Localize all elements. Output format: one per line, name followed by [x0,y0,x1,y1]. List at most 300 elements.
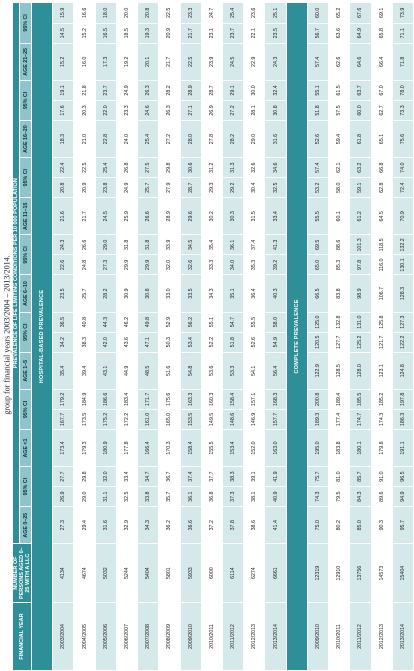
value-cell: 31.6 [265,121,286,158]
value-cell: 67.6 [350,3,371,24]
value-cell: 125.8 [371,312,392,332]
value-cell: 23.7 [222,23,243,43]
value-cell: 175.6 [159,389,180,409]
value-cell: 18.5 [116,23,137,43]
value-cell: 60.0 [307,3,328,24]
value-cell: 179.2 [53,389,74,409]
header-ci: 95% CI [20,467,32,507]
value-cell: 62.1 [329,158,350,178]
value-cell: 95.7 [392,507,413,544]
value-cell: 64.6 [350,43,371,80]
value-cell: 35.1 [222,275,243,312]
value-cell: 27.2 [222,100,243,120]
value-cell: 32.0 [95,467,116,487]
value-cell: 29.9 [138,255,159,275]
value-cell: 128.0 [350,352,371,389]
value-cell: 29.0 [95,235,116,255]
value-cell: 146.9 [244,409,265,429]
value-cell: 148.6 [222,409,243,429]
value-cell: 60.0 [350,100,371,120]
value-cell: 35.3 [244,255,265,275]
value-cell: 32.9 [116,507,137,544]
table-row [244,3,265,671]
value-cell: 29.8 [74,467,95,487]
year-cell: 2012/2013 [244,603,265,671]
value-cell: 78.0 [392,80,413,100]
value-cell: 26.6 [74,235,95,255]
value-cell: 24.3 [53,235,74,255]
value-cell: 29.6 [180,198,201,235]
value-cell: 85.0 [350,507,371,544]
value-cell: 24.6 [138,100,159,120]
value-cell: 24.7 [201,3,222,24]
value-cell: 16.5 [95,23,116,43]
value-cell: 26.3 [159,100,180,120]
value-cell: 106.7 [371,275,392,312]
value-cell: 62.6 [329,43,350,80]
value-cell: 4134 [53,544,74,603]
value-cell: 174.7 [350,409,371,429]
value-cell: 59.1 [350,178,371,198]
value-cell: 17.3 [95,43,116,80]
value-cell: 62.7 [371,100,392,120]
value-cell: 88.6 [329,235,350,255]
value-cell: 54.7 [222,312,243,332]
value-cell: 34.7 [138,467,159,487]
value-cell: 66.8 [371,158,392,178]
value-cell: 26.8 [116,158,137,178]
value-cell: 15.9 [53,3,74,24]
year-cell: 2011/2012 [350,603,371,671]
value-cell: 65.8 [371,23,392,43]
value-cell: 38.3 [222,467,243,487]
value-cell: 57.5 [329,100,350,120]
value-cell: 20.8 [138,3,159,24]
value-cell: 74.3 [307,487,328,507]
value-cell: 34.6 [265,158,286,178]
value-cell: 15.2 [53,43,74,80]
value-cell: 183.4 [116,389,137,409]
value-cell: 39.1 [244,467,265,487]
value-cell: 27.2 [159,121,180,158]
value-cell: 4674 [74,544,95,603]
value-cell: 19.2 [116,43,137,80]
value-cell: 124.8 [392,352,413,389]
value-cell: 69.1 [371,3,392,24]
table-row [265,3,286,671]
value-cell: 22.5 [74,158,95,178]
year-cell: 2013/2014 [392,603,413,671]
value-cell: 23.3 [116,100,137,120]
prevalence-table [12,2,414,671]
value-cell: 5933 [180,544,201,603]
value-cell: 168.3 [265,389,286,409]
table-row [159,3,180,671]
value-cell: 27.9 [159,178,180,198]
value-cell: 174.3 [371,409,392,429]
table-row [180,3,201,671]
value-cell: 6000 [201,544,222,603]
value-cell: 23.5 [53,275,74,312]
value-cell: 53.6 [201,352,222,389]
value-cell: 33.0 [159,275,180,312]
value-cell: 26.9 [53,487,74,507]
value-cell: 27.7 [53,467,74,487]
value-cell: 65.0 [307,255,328,275]
value-cell: 171.7 [138,389,159,409]
value-cell: 120.5 [307,332,328,352]
value-cell: 25.7 [138,178,159,198]
year-cell: 2010/2011 [329,603,350,671]
value-cell: 30.8 [265,100,286,120]
value-cell: 160.3 [201,389,222,409]
value-cell: 23.1 [201,23,222,43]
value-cell: 28.1 [244,100,265,120]
value-cell: 15.2 [74,23,95,43]
value-cell: 20.9 [159,23,180,43]
value-cell: 85.3 [329,255,350,275]
header-ci: 95% CI [20,235,32,275]
section-title: COMPLETE PREVALENCE [286,3,307,671]
value-cell: 15404 [392,544,413,603]
table-row [222,3,243,671]
value-cell: 66.5 [307,275,328,312]
year-cell: 2009/2010 [307,603,328,671]
value-cell: 122.2 [392,332,413,352]
value-cell: 41.9 [265,467,286,487]
value-cell: 59.4 [329,121,350,158]
value-cell: 31.8 [116,235,137,255]
value-cell: 14.5 [53,23,74,43]
value-cell: 36.5 [53,312,74,332]
value-cell: 28.2 [159,80,180,100]
value-cell: 24.9 [116,80,137,100]
value-cell: 74.0 [392,158,413,178]
value-cell: 53.4 [180,332,201,352]
value-cell: 44.9 [116,352,137,389]
value-cell: 24.5 [95,198,116,235]
value-cell: 177.8 [116,429,137,466]
value-cell: 64.5 [371,198,392,235]
value-cell: 31.3 [222,158,243,178]
header-financial-year: FINANCIAL YEAR [13,603,32,671]
value-cell: 28.2 [95,275,116,312]
value-cell: 58.0 [265,312,286,332]
value-cell: 44.3 [95,312,116,332]
value-cell: 57.4 [307,158,328,178]
value-cell: 23.7 [95,80,116,100]
year-cell: 2008/2009 [159,603,180,671]
value-cell: 166.4 [138,429,159,466]
value-cell: 63.2 [350,158,371,178]
value-cell: 22.0 [95,100,116,120]
header-age-group: AGE 6–10 [20,275,32,312]
prevalence-table-rotated [12,2,406,671]
value-cell: 130.1 [392,255,413,275]
value-cell: 56.4 [265,352,286,389]
value-cell: 189.4 [329,389,350,409]
value-cell: 25.4 [138,121,159,158]
value-cell: 125.2 [350,332,371,352]
value-cell: 18.0 [95,3,116,24]
value-cell: 27.3 [53,507,74,544]
value-cell: 36.7 [159,467,180,487]
value-cell: 24.3 [265,43,286,80]
value-cell: 123.1 [371,352,392,389]
value-cell: 73.3 [392,100,413,120]
value-cell: 28.7 [201,80,222,100]
value-cell: 131.0 [350,312,371,332]
value-cell: 16.0 [74,43,95,80]
header-age-group: AGE <1 [20,429,32,466]
value-cell: 35.4 [53,352,74,389]
value-cell: 61.2 [350,198,371,235]
table-caption-text: group for financial years 2003/2004 – 2013/2014. [2,254,12,415]
value-cell: 30.3 [222,198,243,235]
value-cell: 54.9 [265,332,286,352]
header-age-group: AGE 21–25 [20,43,32,80]
value-cell: 13756 [350,544,371,603]
value-cell: 22.5 [159,3,180,24]
value-cell: 37.7 [201,467,222,487]
value-cell: 63.6 [329,23,350,43]
value-cell: 31.5 [244,198,265,235]
value-cell: 51.6 [159,352,180,389]
value-cell: 37.2 [201,507,222,544]
value-cell: 122.9 [307,352,328,389]
value-cell: 32.5 [265,178,286,198]
value-cell: 52.9 [159,312,180,332]
value-cell: 29.0 [74,487,95,507]
value-cell: 55.1 [201,312,222,332]
value-cell: 5032 [95,544,116,603]
value-cell: 94.9 [392,487,413,507]
value-cell: 132.2 [392,235,413,255]
value-cell: 167.7 [53,409,74,429]
value-cell: 23.3 [180,3,201,24]
year-cell: 2011/2012 [222,603,243,671]
value-cell: 60.1 [329,198,350,235]
value-cell: 23.6 [244,3,265,24]
value-cell: 39.2 [265,255,286,275]
value-cell: 54.1 [244,352,265,389]
value-cell: 20.8 [53,178,74,198]
value-cell: 197.8 [392,389,413,409]
value-cell: 170.3 [159,429,180,466]
table-row [74,3,95,671]
value-cell: 23.8 [95,178,116,198]
value-cell: 61.5 [329,80,350,100]
value-cell: 20.3 [74,100,95,120]
value-cell: 127.3 [392,312,413,332]
value-cell: 58.0 [329,178,350,198]
value-cell: 65.1 [371,121,392,158]
year-cell: 2007/2008 [138,603,159,671]
value-cell: 32.5 [116,487,137,507]
value-cell: 81.0 [329,467,350,487]
header-age-group: AGE 1–5 [20,352,32,389]
header-age-group: AGE 16–20 [20,121,32,158]
value-cell: 22.9 [244,43,265,80]
year-cell: 2005/2006 [95,603,116,671]
value-cell: 56.2 [180,312,201,332]
value-cell: 24.8 [74,255,95,275]
value-cell: 155.5 [201,429,222,466]
value-cell: 20.9 [74,178,95,198]
header-ci: 95% CI [20,312,32,352]
value-cell: 56.7 [307,23,328,43]
value-cell: 34.3 [138,507,159,544]
value-cell: 35.4 [201,235,222,255]
value-cell: 23.5 [265,23,286,43]
value-cell: 39.4 [74,352,95,389]
value-cell: 71.8 [392,43,413,80]
value-cell: 180.1 [350,429,371,466]
value-cell: 29.9 [116,255,137,275]
value-cell: 52.6 [307,121,328,158]
year-cell: 2013/2014 [265,603,286,671]
table-row [307,3,328,671]
value-cell: 22.8 [95,121,116,158]
value-cell: 25.9 [116,198,137,235]
header-number-persons: NUMBER OF PERSONS AGED 0–25 WITH A LLC [13,544,32,603]
value-cell: 48.5 [138,352,159,389]
value-cell: 25.4 [95,158,116,178]
value-cell: 22.5 [180,43,201,80]
value-cell: 12319 [307,544,328,603]
value-cell: 29.4 [74,507,95,544]
value-cell: 118.5 [371,235,392,255]
value-cell: 6114 [222,544,243,603]
value-cell: 172.2 [116,409,137,429]
value-cell: 51.8 [307,100,328,120]
value-cell: 26.9 [201,100,222,120]
value-cell: 41.4 [265,507,286,544]
value-cell: 72.4 [392,178,413,198]
value-cell: 33.8 [138,487,159,507]
value-cell: 91.0 [371,467,392,487]
value-cell: 43.6 [116,332,137,352]
value-cell: 22.4 [53,158,74,178]
value-cell: 116.0 [371,255,392,275]
value-cell: 30.2 [201,198,222,235]
value-cell: 31.8 [138,235,159,255]
value-cell: 175.2 [95,409,116,429]
table-row [350,3,371,671]
value-cell: 21.0 [74,121,95,158]
value-cell: 38.3 [74,332,95,352]
value-cell: 157.7 [265,409,286,429]
value-cell: 6274 [244,544,265,603]
value-cell: 12910 [329,544,350,603]
value-cell: 71.1 [392,23,413,43]
value-cell: 163.3 [180,389,201,409]
value-cell: 25.4 [222,3,243,24]
value-cell: 38.6 [244,507,265,544]
value-cell: 14573 [371,544,392,603]
value-cell: 22.6 [53,255,74,275]
value-cell: 36.1 [222,235,243,255]
value-cell: 26.6 [138,198,159,235]
value-cell: 184.9 [74,389,95,409]
table-row [53,3,74,671]
year-cell: 2012/2013 [371,603,392,671]
value-cell: 36.2 [159,507,180,544]
header-ci: 95% CI [20,3,32,44]
value-cell: 180.9 [95,429,116,466]
table-row [116,3,137,671]
value-cell: 19.3 [138,23,159,43]
value-cell: 28.7 [180,178,201,198]
value-cell: 70.9 [392,198,413,235]
value-cell: 153.4 [222,429,243,466]
value-cell: 33.4 [265,198,286,235]
value-cell: 43.1 [95,352,116,389]
year-cell: 2006/2007 [116,603,137,671]
value-cell: 179.3 [74,429,95,466]
value-cell: 186.3 [392,409,413,429]
value-cell: 200.8 [307,389,328,409]
value-cell: 21.7 [159,43,180,80]
value-cell: 61.8 [350,121,371,158]
value-cell: 64.9 [350,23,371,43]
value-cell: 30.8 [138,275,159,312]
value-cell: 32.4 [265,80,286,100]
value-cell: 186.6 [95,389,116,409]
value-cell: 195.0 [307,429,328,466]
value-cell: 185.2 [371,389,392,409]
value-cell: 27.3 [95,255,116,275]
value-cell: 90.3 [371,507,392,544]
value-cell: 31.1 [95,487,116,507]
header-age-group: AGE 11–15 [20,198,32,235]
value-cell: 158.4 [222,389,243,409]
value-cell: 22.1 [244,23,265,43]
header-ci: 95% CI [20,80,32,120]
value-cell: 80.2 [329,507,350,544]
value-cell: 75.6 [392,121,413,158]
value-cell: 34.3 [201,275,222,312]
table-row [329,3,350,671]
value-cell: 128.3 [392,275,413,312]
value-cell: 38.1 [244,487,265,507]
value-cell: 53.2 [307,178,328,198]
value-cell: 191.1 [392,429,413,466]
value-cell: 98.9 [350,275,371,312]
value-cell: 25.1 [265,3,286,24]
year-cell: 2010/2011 [201,603,222,671]
value-cell: 29.2 [222,178,243,198]
value-cell: 52.2 [201,332,222,352]
value-cell: 189.3 [307,409,328,429]
value-cell: 31.2 [201,158,222,178]
value-cell: 32.6 [244,158,265,178]
header-age-group: AGE 0–25 [20,507,32,544]
value-cell: 34.0 [222,255,243,275]
value-cell: 75.0 [307,507,328,544]
value-cell: 20.1 [138,43,159,80]
value-cell: 158.4 [180,429,201,466]
value-cell: 36.8 [201,487,222,507]
value-cell: 16.6 [74,3,95,24]
value-cell: 55.5 [307,198,328,235]
value-cell: 96.5 [392,467,413,487]
value-cell: 157.1 [244,389,265,409]
value-cell: 152.0 [244,429,265,466]
section-title: HOSPITAL-BASED PREVALENCE [32,3,53,671]
value-cell: 26.3 [138,80,159,100]
value-cell: 36.4 [244,275,265,312]
